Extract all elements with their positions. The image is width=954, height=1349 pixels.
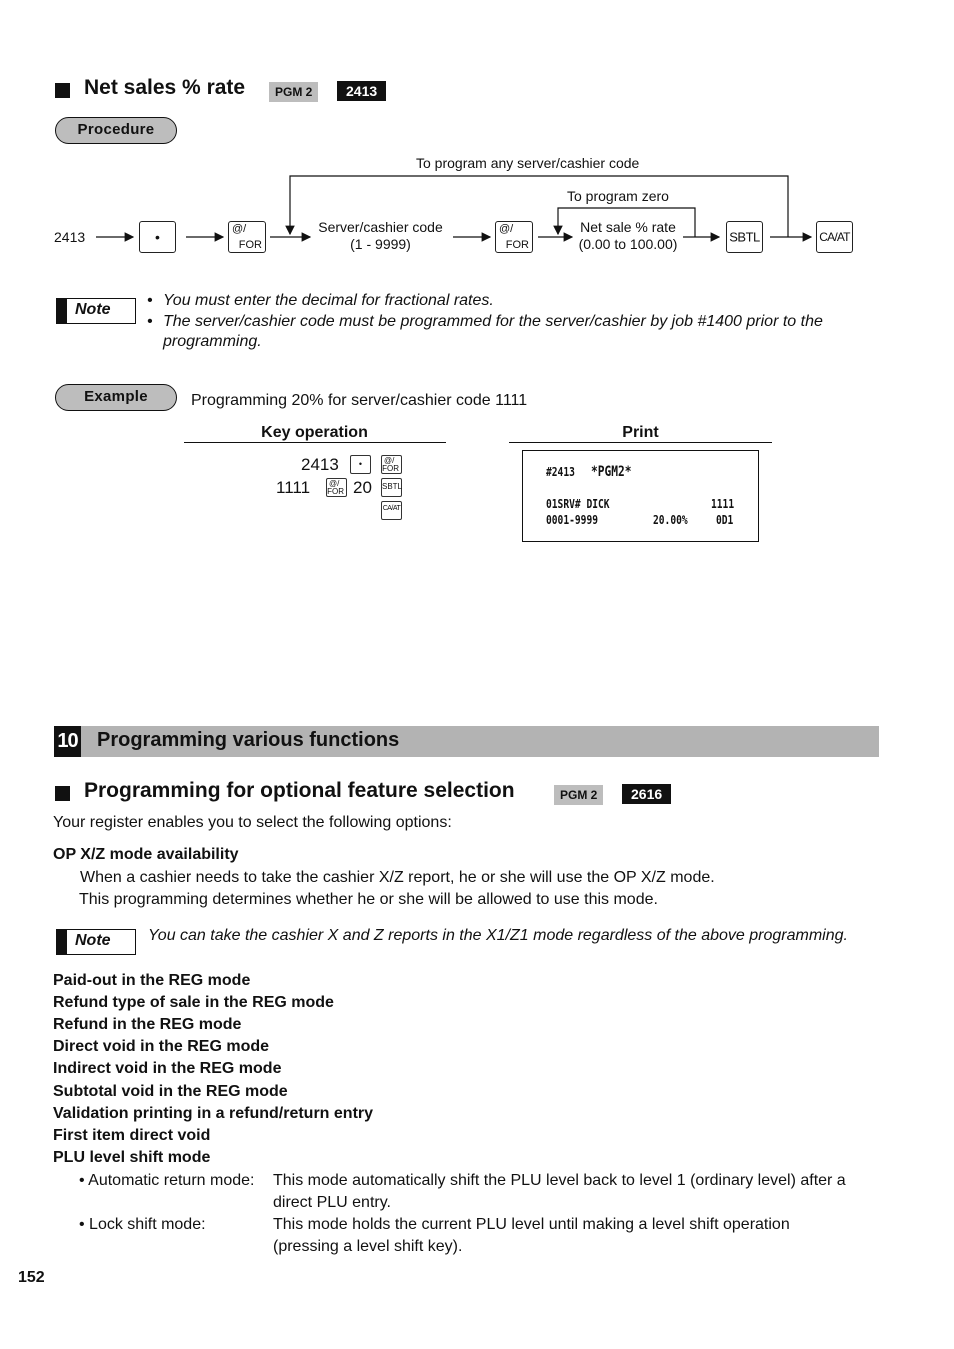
note-line: programming. <box>163 333 262 350</box>
pgm-tag: PGM 2 <box>554 785 603 805</box>
procedure-label: Procedure <box>55 117 177 144</box>
cash-key: CA/AT <box>381 501 402 520</box>
section-title-optional-feature: Programming for optional feature selection <box>84 779 515 802</box>
paragraph-line: When a cashier needs to take the cashier X/Z report, he or she will use the OP X/Z mode. <box>80 869 715 886</box>
paragraph-line: This programming determines whether he or she will be allowed to use this mode. <box>79 891 658 908</box>
mode-desc: This mode holds the current PLU level until making a level shift operation <box>273 1216 790 1233</box>
loop-top-label: To program any server/cashier code <box>416 155 640 171</box>
section-title-net-sales: Net sales % rate <box>84 76 246 99</box>
decimal-key: • <box>350 455 371 474</box>
option-item: Paid-out in the REG mode <box>53 972 251 989</box>
note-text: You can take the cashier X and Z reports in the X1/Z1 mode regardless of the above programming. <box>148 927 848 944</box>
for-key: @/ FOR <box>495 221 533 253</box>
decimal-key: • <box>139 221 176 253</box>
option-item: Validation printing in a refund/return entry <box>53 1105 374 1122</box>
chapter-title: Programming various functions <box>97 729 400 751</box>
option-item: First item direct void <box>53 1127 211 1144</box>
option-item: Refund type of sale in the REG mode <box>53 994 334 1011</box>
mode-desc: This mode automatically shift the PLU level back to level 1 (ordinary level) after a <box>273 1172 846 1189</box>
mode-name: • Lock shift mode: <box>79 1216 206 1233</box>
for-key: @/ FOR <box>381 455 402 474</box>
example-description: Programming 20% for server/cashier code 1111 <box>191 392 528 409</box>
mode-desc: direct PLU entry. <box>273 1194 391 1211</box>
subtotal-key: SBTL <box>726 221 763 253</box>
divider <box>184 442 446 443</box>
option-item: Direct void in the REG mode <box>53 1038 270 1055</box>
start-code: 2413 <box>54 229 86 245</box>
for-key: @/ FOR <box>228 221 266 253</box>
heading-bullet <box>55 786 70 801</box>
section-intro: Your register enables you to select the following options: <box>53 814 452 831</box>
option-heading-opxz: OP X/Z mode availability <box>53 846 239 863</box>
option-item: Subtotal void in the REG mode <box>53 1083 288 1100</box>
job-code-tag: 2413 <box>337 81 386 101</box>
divider <box>509 442 772 443</box>
option-item: Indirect void in the REG mode <box>53 1060 282 1077</box>
server-code-label: Server/cashier code (1 - 9999) <box>318 219 443 252</box>
pgm-tag: PGM 2 <box>269 82 318 102</box>
cash-key: CA/AT <box>816 221 853 253</box>
option-item: Refund in the REG mode <box>53 1016 242 1033</box>
note-line: You must enter the decimal for fractional rates. <box>163 292 494 309</box>
receipt-print: #2413 *PGM2* 01SRV# DICK 1111 0001-9999 20.00% 0D1 <box>522 450 759 542</box>
mode-name: • Automatic return mode: <box>79 1172 255 1189</box>
note-label-box: Note <box>56 298 136 324</box>
note-bullet: • <box>147 292 153 309</box>
page-number: 152 <box>18 1269 45 1286</box>
note-bullet: • <box>147 313 153 330</box>
op-number: 2413 <box>301 455 339 474</box>
mode-desc: (pressing a level shift key). <box>273 1238 463 1255</box>
job-code-tag: 2616 <box>622 784 671 804</box>
loop-zero-label: To program zero <box>567 188 669 204</box>
op-value: 20 <box>353 478 372 497</box>
for-key: @/ FOR <box>326 478 347 497</box>
heading-bullet <box>55 83 70 98</box>
rate-label: Net sale % rate (0.00 to 100.00) <box>578 219 678 252</box>
key-operation-header: Key operation <box>261 424 368 441</box>
subtotal-key: SBTL <box>381 478 402 497</box>
note-line: The server/cashier code must be programmed for the server/cashier by job #1400 prior to the <box>163 313 823 330</box>
op-number: 1111 <box>276 478 311 497</box>
example-label: Example <box>55 384 177 411</box>
print-header: Print <box>622 424 659 441</box>
option-item: PLU level shift mode <box>53 1149 211 1166</box>
chapter-number: 10 <box>54 726 81 757</box>
note-label-box: Note <box>56 929 136 955</box>
